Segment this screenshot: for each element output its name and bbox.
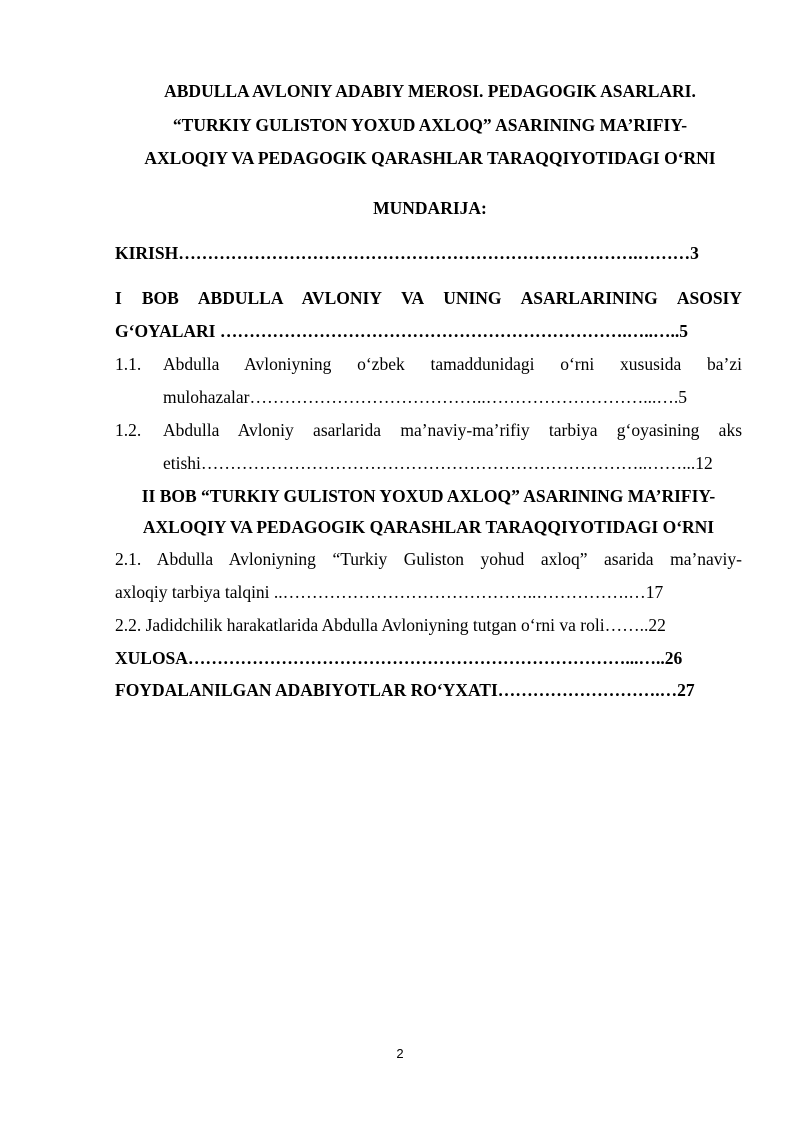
title-line-1: ABDULLA AVLONIY ADABIY MEROSI. PEDAGOGIK ASARLARI. [164, 81, 696, 101]
toc-entry-section-1-2-line-2: etishi…………………………………………………………………..……...12 [163, 453, 713, 473]
toc-entry-section-2-1-line-2: axloqiy tarbiya talqini ..……………………………………..…………….…17 [115, 582, 664, 602]
toc-entry-section-1-1 [115, 352, 742, 376]
section-title-line-1: Abdulla Avloniy asarlarida ma’naviy-ma’rifiy tarbiya g‘oyasining aks [163, 420, 742, 440]
page-number: 2 [396, 1046, 404, 1061]
toc-heading: MUNDARIJA: [373, 198, 487, 218]
toc-entry-section-1-1-line-2: mulohazalar…………………………………..………………………...….5 [163, 387, 687, 407]
section-number: 1.2. [115, 420, 142, 440]
section-title-line-1: Abdulla Avloniyning o‘zbek tamaddunidagi o‘rni xususida ba’zi [163, 354, 742, 374]
toc-entry-kirish: KIRISH…………………………………………………………………….………3 [115, 243, 699, 263]
toc-entry-section-1-2 [115, 418, 742, 442]
toc-entry-adabiyotlar: FOYDALANILGAN ADABIYOTLAR RO‘YXATI……………………….…27 [115, 680, 695, 700]
document-title [100, 75, 760, 176]
toc-entry-chapter-1-line-2: G‘OYALARI …………………………………………………………….…..…..5 [115, 321, 688, 341]
toc-entry-chapter-1-line-1: I BOB ABDULLA AVLONIY VA UNING ASARLARINING ASOSIY [115, 288, 742, 308]
section-number: 1.1. [115, 354, 142, 374]
toc-entry-xulosa: XULOSA…………………………………………………………………...…..26 [115, 648, 683, 668]
title-line-2: “TURKIY GULISTON YOXUD AXLOQ” ASARINING MA’RIFIY- [172, 114, 688, 135]
toc-entry-section-2-2: 2.2. Jadidchilik harakatlarida Abdulla Avloniyning tutgan o‘rni va roli……..22 [115, 615, 666, 635]
title-line-3: AXLOQIY VA PEDAGOGIK QARASHLAR TARAQQIYOTIDAGI O‘RNI [144, 148, 716, 168]
toc-entry-chapter-2-line-2: AXLOQIY VA PEDAGOGIK QARASHLAR TARAQQIYOTIDAGI O‘RNI [142, 517, 715, 537]
toc-entry-chapter-2-line-1: II BOB “TURKIY GULISTON YOXUD AXLOQ” ASARINING MA’RIFIY- [141, 486, 716, 506]
toc-entry-section-2-1-line-1: 2.1. Abdulla Avloniyning “Turkiy Guliston yohud axloq” asarida ma’naviy- [115, 549, 742, 569]
